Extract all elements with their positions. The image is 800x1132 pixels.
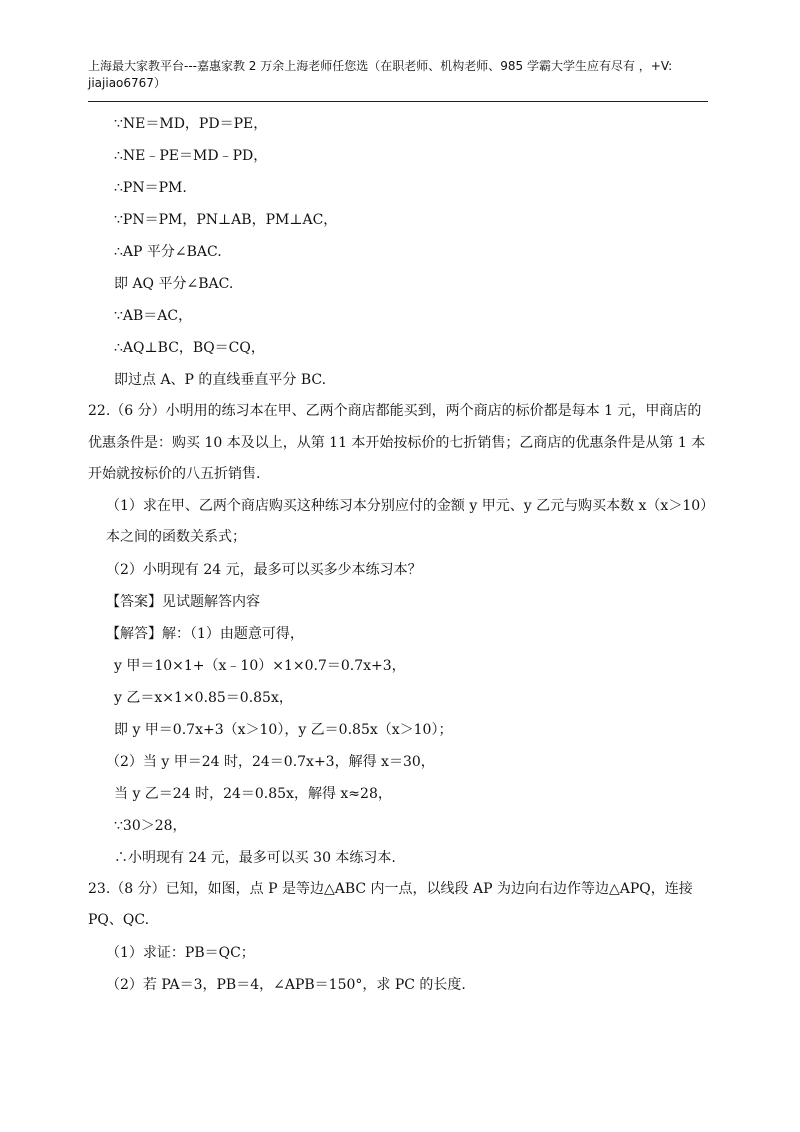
solution-line: ∵30＞28， <box>114 817 187 834</box>
solution-line: （2）当 y 甲＝24 时，24＝0.7x+3，解得 x＝30， <box>106 753 435 770</box>
question-23 <box>88 874 712 1001</box>
proof-line: ∴AP 平分∠BAC. <box>114 244 222 260</box>
question-part-2: （2）若 PA＝3，PB＝4，∠APB＝150°，求 PC 的长度. <box>106 976 466 993</box>
proof-section <box>88 108 712 396</box>
proof-line: ∴NE﹣PE＝MD﹣PD， <box>114 148 268 164</box>
header-divider <box>88 101 708 102</box>
question-part-2: （2）小明现有 24 元，最多可以买多少本练习本？ <box>106 561 422 578</box>
proof-line: ∵PN＝PM，PN⊥AB，PM⊥AC， <box>114 212 338 228</box>
question-part-1: （1）求证：PB＝QC； <box>106 944 255 961</box>
question-stem: 22.（6 分）小明用的练习本在甲、乙两个商店都能买到，两个商店的标价都是每本 1 元，甲商店的优惠条件是：购买 10 本及以上，从第 11 本开始按标价的七折销售；乙商店的优惠条件是从第 1 本开始就按标价的八五折销售. <box>88 403 706 482</box>
solution-line: 即 y 甲＝0.7x+3（x＞10），y 乙＝0.85x（x＞10）； <box>114 721 453 738</box>
solution-line: 当 y 乙＝24 时，24＝0.85x，解得 x≈28， <box>114 785 392 802</box>
question-22 <box>88 396 712 874</box>
solution-line: y 甲＝10×1+（x﹣10）×1×0.7＝0.7x+3， <box>114 657 406 674</box>
solution-line: y 乙＝x×1×0.85＝0.85x， <box>114 689 293 706</box>
document-body <box>88 108 712 1001</box>
page-header: 上海最大家教平台---嘉惠家教 2 万余上海老师任您选（在职老师、机构老师、985 学霸大学生应有尽有 ，+V: jiajiao6767） <box>88 59 673 90</box>
proof-line: ∵NE＝MD，PD＝PE， <box>114 116 268 132</box>
proof-line: ∵AB＝AC， <box>114 308 193 324</box>
question-part-1: （1）求在甲、乙两个商店购买这种练习本分别应付的金额 y 甲元、y 乙元与购买本数 x（x＞10）本之间的函数关系式； <box>106 497 708 545</box>
proof-line: 即 AQ 平分∠BAC. <box>114 276 234 292</box>
proof-line: 即过点 A、P 的直线垂直平分 BC. <box>114 372 327 388</box>
proof-line: ∴PN＝PM. <box>114 180 187 196</box>
proof-line: ∴AQ⊥BC，BQ＝CQ， <box>114 340 265 356</box>
solution-line: 【解答】解：（1）由题意可得， <box>106 625 304 642</box>
answer-label: 【答案】见试题解答内容 <box>106 593 260 610</box>
question-stem: 23.（8 分）已知，如图，点 P 是等边△ABC 内一点，以线段 AP 为边向右边作等边△APQ，连接 PQ、QC. <box>88 880 693 928</box>
solution-line: ∴小明现有 24 元，最多可以买 30 本练习本. <box>114 849 396 866</box>
